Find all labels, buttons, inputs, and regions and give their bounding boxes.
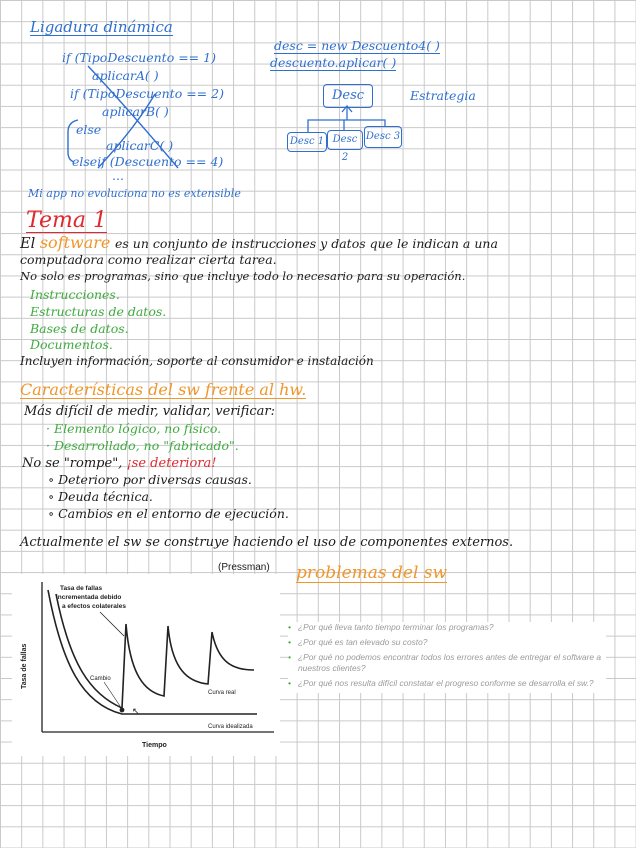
code-line: aplicarA( ) (92, 68, 159, 83)
definition-line3: No solo es programas, sino que incluye todo lo necesario para su operación. (20, 269, 466, 283)
annotation-curva-real: Curva real (208, 690, 236, 696)
code-line: if (TipoDescuento == 1) (62, 50, 216, 65)
problemas-list (288, 622, 606, 693)
code-right-line: desc = new Descuento4( ) (274, 38, 440, 53)
caracteristica-point: · Elemento lógico, no físico. (46, 421, 222, 436)
brace (68, 120, 78, 162)
deteriora-text: ¡se deteriora! (126, 456, 217, 471)
definition-line4: Incluyen información, soporte al consumidor e instalación (20, 354, 374, 368)
code-line: if (TipoDescuento == 2) (70, 86, 224, 101)
caracteristica-text: Desarrollado, no "fabricado". (53, 438, 239, 453)
caracteristica-text: Elemento lógico, no físico. (53, 421, 222, 436)
component-item: Estructuras de datos. (30, 304, 167, 319)
strike-line (88, 66, 178, 168)
annotation-cambio: Cambio (90, 676, 111, 682)
diagram-child-box: Desc 3 (364, 126, 402, 148)
code-line: ... (112, 168, 124, 183)
annotation-curva-idealizada: Curva idealizada (208, 724, 253, 730)
x-axis-label: Tiempo (142, 742, 167, 749)
code-line: aplicarC( ) (106, 138, 174, 153)
problema-item: • ¿Por qué no podemos encontrar todos los errores antes de entregar el software a nuestros clientes? (288, 652, 606, 674)
code-line: elseif (Descuento == 4) (72, 154, 224, 169)
annotation-spikes-line1: Tasa de fallas (60, 585, 103, 592)
figure-source: (Pressman) (218, 562, 270, 573)
cause-text: Cambios en el entorno de ejecución. (58, 506, 289, 521)
diagram-connectors (300, 104, 400, 134)
ligadura-footnote: Mi app no evoluciona no es extensible (28, 187, 241, 200)
rompe-text: No se "rompe", (22, 456, 123, 471)
cause-text: Deterioro por diversas causas. (58, 472, 252, 487)
caracteristicas-line1: Más difícil de medir, validar, verificar: (24, 404, 275, 419)
ligadura-title: Ligadura dinámica (30, 18, 173, 36)
caracteristicas-title: Características del sw frente al hw. (20, 380, 307, 399)
cause-item: ∘ Deuda técnica. (48, 489, 153, 504)
definition-word-el: El (20, 236, 36, 252)
diagram-parent-box: Desc (323, 84, 373, 108)
definition-line1 (20, 235, 498, 252)
cause-item: ∘ Cambios en el entorno de ejecución. (48, 506, 289, 521)
cause-text: Deuda técnica. (58, 489, 153, 504)
diagram-child-box: Desc 1 (287, 132, 327, 152)
code-line: else (76, 122, 102, 137)
change-point (120, 708, 125, 713)
definition-line2: computadora como realizar cierta tarea. (20, 252, 277, 267)
connector-line (308, 106, 385, 132)
diagram-child-box: Desc 2 (327, 130, 363, 150)
problema-item: • ¿Por qué es tan elevado su costo? (288, 637, 606, 648)
tema-title: Tema 1 (26, 208, 107, 233)
software-highlight: software (39, 233, 111, 252)
annotation-spikes-line2: incrementada debido (56, 594, 122, 601)
component-item: Documentos. (30, 337, 113, 352)
problemas-title: problemas del sw (296, 563, 448, 583)
component-item: Bases de datos. (30, 321, 129, 336)
rompe-line (22, 457, 217, 470)
actualmente-line: Actualmente el sw se construye haciendo el uso de componentes externos. (20, 535, 514, 550)
problema-item: • ¿Por qué lleva tanto tiempo terminar los programas? (288, 622, 606, 633)
y-axis-label: Tasa de fallas (21, 643, 28, 689)
cause-item: ∘ Deterioro por diversas causas. (48, 472, 252, 487)
caracteristica-point: · Desarrollado, no "fabricado". (46, 438, 239, 453)
failure-rate-chart (12, 574, 280, 756)
code-line: aplicarB( ) (102, 104, 169, 119)
problema-item: • ¿Por qué nos resulta difícil constatar el progreso conforme se desarrolla el sw.? (288, 678, 606, 689)
failure-rate-figure (12, 574, 280, 756)
diagram-label: Estrategia (410, 88, 476, 103)
annotation-spikes-line3: a efectos colaterales (62, 603, 126, 610)
cursor-icon: ↖ (132, 706, 140, 716)
component-item: Instrucciones. (30, 287, 120, 302)
definition-rest: es un conjunto de instrucciones y datos que le indican a una (115, 236, 498, 251)
strike-marks (60, 56, 230, 181)
code-right-line: descuento.aplicar( ) (270, 55, 397, 70)
annotation-arrow (100, 612, 124, 636)
